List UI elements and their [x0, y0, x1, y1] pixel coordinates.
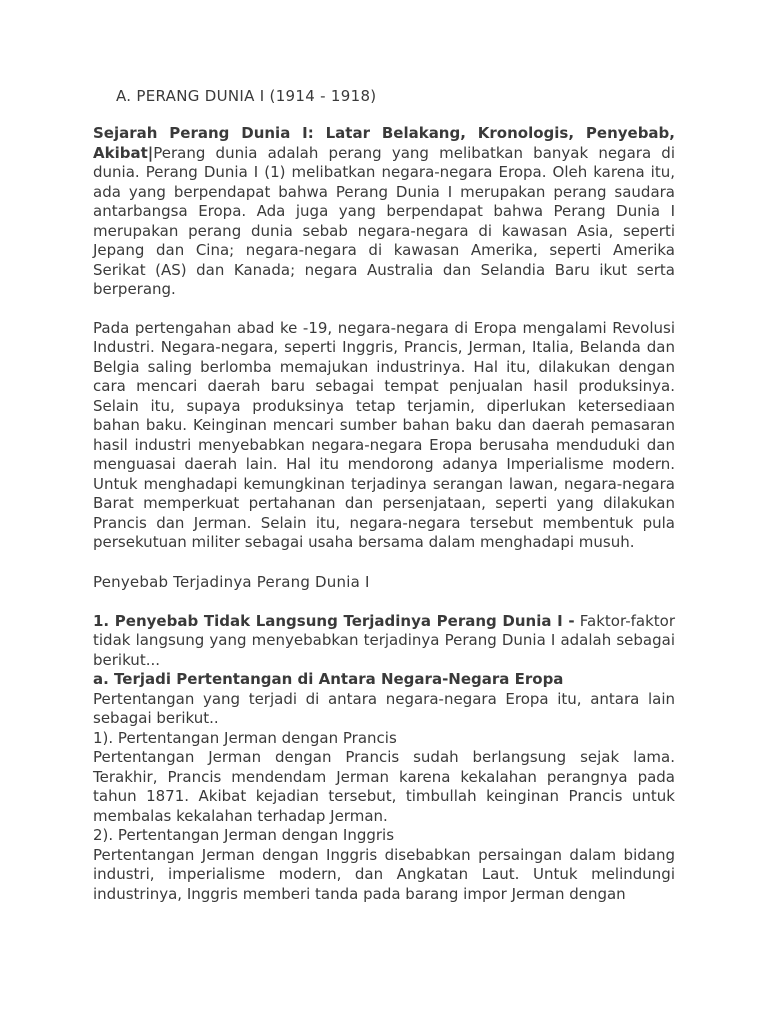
paragraph-revolusi-industri: Pada pertengahan abad ke -19, negara-negara di Eropa mengalami Revolusi Industri. Negara-negara, seperti Inggris, Prancis, Jerman, Italia, Belanda dan Belgia saling berlomba memajukan industrinya. Hal itu, dilakukan dengan cara mencari daerah baru sebagai tempat penjualan hasil produksinya. Selain itu, supaya produksinya tetap terjamin, diperlukan ketersediaan bahan baku. Keinginan mencari sumber bahan baku dan daerah pemasaran hasil industri menyebabkan negara-negara Eropa berusaha menduduki dan menguasai daerah lain. Hal itu mendorong adanya Imperialisme modern. Untuk menghadapi kemungkinan terjadinya serangan lawan, negara-negara Barat memperkuat pertahanan dan persenjataan, seperti yang dilakukan Prancis dan Jerman. Selain itu, negara-negara tersebut membentuk pula persekutuan militer sebagai usaha bersama dalam menghadapi musuh.: [93, 318, 675, 551]
section-heading: Penyebab Terjadinya Perang Dunia I: [93, 572, 370, 591]
cause1-paragraph: [93, 612, 675, 671]
sub-a-heading: a. Terjadi Pertentangan di Antara Negara-Negara Eropa: [93, 670, 564, 688]
sub-a-text: Pertentangan yang terjadi di antara negara-negara Eropa itu, antara lain sebagai berikut..: [93, 689, 675, 727]
spacer: [93, 553, 675, 572]
item2-text: Pertentangan Jerman dengan Inggris disebabkan persaingan dalam bidang industri, imperialisme modern, dan Angkatan Laut. Untuk melindungi industrinya, Inggris memberi tanda pada barang impor Jerman dengan: [93, 845, 675, 903]
item2-heading: 2). Pertentangan Jerman dengan Inggris: [93, 826, 395, 844]
spacer: [93, 107, 675, 124]
intro-paragraph: [93, 124, 675, 300]
item1-text: Pertentangan Jerman dengan Prancis sudah berlangsung sejak lama. Terakhir, Prancis mendendam Jerman karena kekalahan perangnya pada tahun 1871. Akibat kejadian tersebut, timbullah keinginan Prancis untuk membalas kekalahan terhadap Jerman.: [93, 748, 675, 825]
spacer: [93, 593, 675, 612]
intro-bold-lead: Sejarah Perang Dunia I: Latar Belakang, Kronologis, Penyebab, Akibat: [93, 124, 675, 162]
cause1-text: Faktor-faktor tidak langsung yang menyebabkan terjadinya Perang Dunia I adalah sebagai berikut...: [93, 611, 675, 669]
page-title: A. PERANG DUNIA I (1914 - 1918): [116, 87, 377, 105]
document-page: [93, 86, 675, 904]
cause1-bold-lead: 1. Penyebab Tidak Langsung Terjadinya Perang Dunia I -: [93, 611, 575, 630]
item1-heading: 1). Pertentangan Jerman dengan Prancis: [93, 728, 397, 747]
text-cursor: |: [147, 143, 154, 162]
spacer: [93, 300, 675, 319]
intro-text: Perang dunia adalah perang yang melibatkan banyak negara di dunia. Perang Dunia I (1) melibatkan negara-negara Eropa. Oleh karena itu, ada yang berpendapat bahwa Perang Dunia I merupakan perang saudara antarbangsa Eropa. Ada juga yang berpendapat bahwa Perang Dunia I merupakan perang dunia sebab negara-negara di kawasan Asia, seperti Jepang dan Cina; negara-negara di kawasan Amerika, seperti Amerika Serikat (AS) dan Kanada; negara Australia dan Selandia Baru ikut serta berperang.: [93, 143, 675, 298]
